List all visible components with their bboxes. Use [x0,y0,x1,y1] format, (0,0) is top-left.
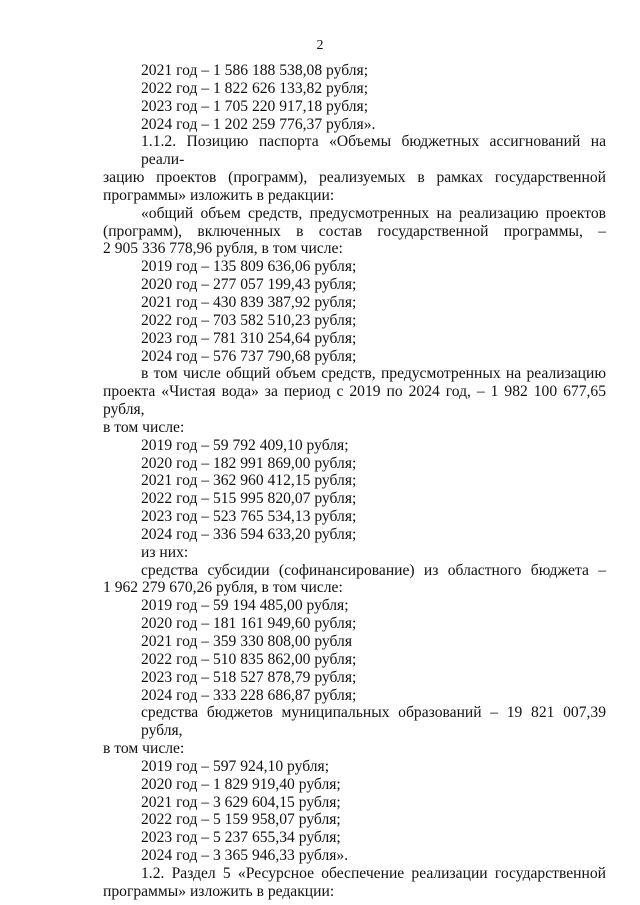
text-line: 1 962 279 670,26 рубля, в том числе: [103,579,343,597]
document-body [103,62,606,901]
text-line: 2024 год – 576 737 790,68 рубля; [141,347,357,365]
text-line: 2023 год – 5 237 655,34 рубля; [141,829,341,847]
text-line: (программ), включенных в состав государственной программы, – [103,222,606,240]
text-line: 2023 год – 781 310 254,64 рубля; [141,329,357,347]
page-number: 2 [316,38,324,53]
text-line: 2022 год – 5 159 958,07 рубля; [141,811,341,829]
text-line: 2020 год – 1 829 919,40 рубля; [141,775,341,793]
text-line: в том числе общий объем средств, предусмотренных на реализацию [141,365,606,383]
text-line: 2022 год – 1 822 626 133,82 рубля; [141,79,369,97]
text-line: 2019 год – 59 194 485,00 рубля; [141,597,349,615]
text-line: 2021 год – 3 629 604,15 рубля; [141,793,341,811]
text-line: 2020 год – 181 161 949,60 рубля; [141,615,357,633]
text-line: 2022 год – 515 995 820,07 рубля; [141,490,357,508]
text-line: 2021 год – 430 839 387,92 рубля; [141,293,357,311]
text-line: 2021 год – 362 960 412,15 рубля; [141,472,357,490]
text-line: 1.1.2. Позицию паспорта «Объемы бюджетных ассигнований на реали- [141,133,606,169]
text-line: 2022 год – 703 582 510,23 рубля; [141,311,357,329]
text-line: 2021 год – 1 586 188 538,08 рубля; [141,62,369,79]
text-line: 2024 год – 336 594 633,20 рубля; [141,525,357,543]
text-line: программы» изложить в редакции: [103,186,335,204]
text-line: 2021 год – 359 330 808,00 рубля [141,633,353,650]
text-line: 2020 год – 182 991 869,00 рубля; [141,454,357,472]
text-line: 2019 год – 135 809 636,06 рубля; [141,258,357,276]
text-line: 2022 год – 510 835 862,00 рубля; [141,650,357,668]
text-line: 2 905 336 778,96 рубля, в том числе: [103,240,343,258]
text-line: проекта «Чистая вода» за период с 2019 по 2024 год, – 1 982 100 677,65 рубля, [103,383,606,419]
text-line: 2020 год – 277 057 199,43 рубля; [141,276,357,294]
text-line: «общий объем средств, предусмотренных на реализацию проектов [141,204,606,222]
text-line: в том числе: [103,418,185,436]
text-line: 2023 год – 518 527 878,79 рубля; [141,668,357,686]
text-line: 2023 год – 523 765 534,13 рубля; [141,508,357,526]
text-line: 2024 год – 3 365 946,33 рубля». [141,847,349,865]
text-line: 2024 год – 1 202 259 776,37 рубля». [141,115,376,133]
text-line: из них: [141,543,189,561]
text-line: средства субсидии (софинансирование) из областного бюджета – [141,561,606,579]
text-line: зацию проектов (программ), реализуемых в рамках государственной [103,169,606,187]
text-line: 2019 год – 597 924,10 рубля; [141,757,330,775]
text-line: 2024 год – 333 228 686,87 рубля; [141,686,357,704]
text-line: 2023 год – 1 705 220 917,18 рубля; [141,97,369,115]
text-line: в том числе: [103,740,185,758]
text-line: 1.2. Раздел 5 «Ресурсное обеспечение реализации государственной [141,864,606,882]
text-line: программы» изложить в редакции: [103,882,335,900]
text-line: 2019 год – 59 792 409,10 рубля; [141,436,349,454]
text-line: средства бюджетов муниципальных образований – 19 821 007,39 рубля, [141,704,606,740]
